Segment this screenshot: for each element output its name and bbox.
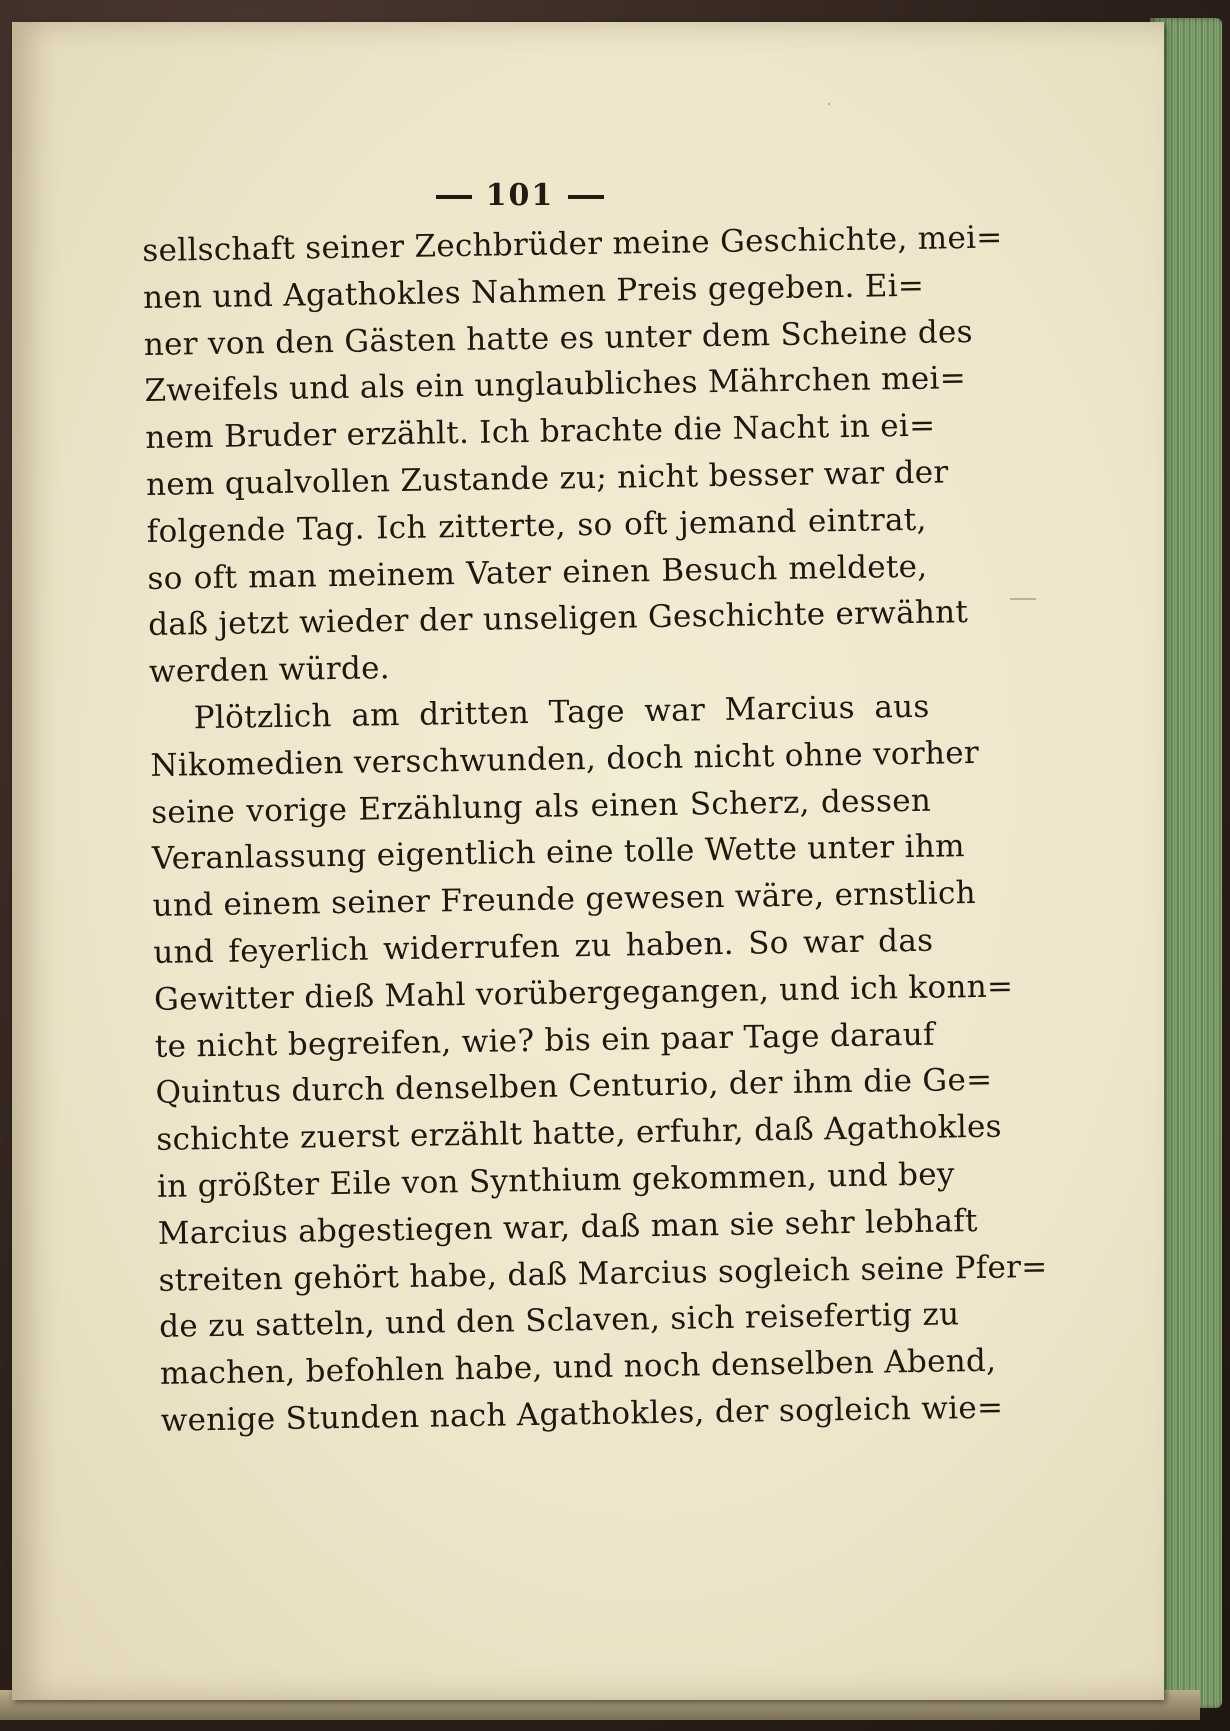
text-line: Zweifels und als ein unglaubliches Mährchen mei= [144, 360, 967, 410]
text-line: seine vorige Erzählung als einen Scherz, dessen [150, 782, 932, 831]
text-line: de zu satteln, und den Sclaven, sich reisefertig zu [158, 1296, 960, 1346]
margin-mark [1010, 598, 1036, 600]
text-line: te nicht begreifen, wie? bis ein paar Tage darauf [154, 1016, 936, 1065]
text-line: Veranlassung eigentlich eine tolle Wette unter ihm [151, 828, 966, 878]
page-number [400, 178, 640, 213]
text-line: sellschaft seiner Zechbrüder meine Geschichte, mei= [142, 219, 1003, 269]
text-line: Gewitter dieß Mahl vorübergegangen, und ich konn= [153, 968, 1014, 1018]
paragraph-end-line: werden würde. [148, 650, 391, 691]
paper-speck [828, 103, 830, 105]
text-line: schichte zuerst erzählt hatte, erfuhr, daß Agathokles [156, 1108, 1003, 1159]
text-line: daß jetzt wieder der unseligen Geschichte erwähnt [147, 594, 969, 644]
paragraph-start-line: Plötzlich am dritten Tage war Marcius aus [193, 688, 930, 737]
text-line: in größter Eile von Synthium gekommen, und bey [156, 1156, 955, 1205]
text-line: und einem seiner Freunde gewesen wäre, ernstlich [152, 875, 977, 925]
right-dash [568, 195, 604, 199]
text-line: und feyerlich widerrufen zu haben. So war das [153, 922, 934, 971]
text-line: nem Bruder erzählt. Ich brachte die Nacht in ei= [145, 407, 936, 457]
text-line: Quintus durch denselben Centurio, der ihm die Ge= [155, 1062, 993, 1112]
left-dash [436, 195, 472, 199]
text-line: Marcius abgestiegen war, daß man sie sehr lebhaft [157, 1202, 979, 1252]
text-line: nen und Agathokles Nahmen Preis gegeben. Ei= [142, 267, 925, 316]
text-line: machen, befohlen habe, und noch denselben Abend, [159, 1342, 997, 1392]
text-line: Nikomedien verschwunden, doch nicht ohne vorher [150, 734, 980, 784]
text-line: folgende Tag. Ich zitterte, so oft jemand eintrat, [146, 501, 927, 550]
text-line: wenige Stunden nach Agathokles, der sogleich wie= [160, 1389, 1004, 1439]
page-number-text: 101 [485, 178, 555, 213]
text-line: ner von den Gästen hatte es unter dem Scheine des [143, 313, 974, 363]
text-line: nem qualvollen Zustande zu; nicht besser war der [145, 454, 949, 503]
text-line: so oft man meinem Vater einen Besuch meldete, [147, 548, 928, 597]
body-text [142, 216, 1048, 1445]
text-line: streiten gehört habe, daß Marcius sogleich seine Pfer= [158, 1248, 1048, 1299]
